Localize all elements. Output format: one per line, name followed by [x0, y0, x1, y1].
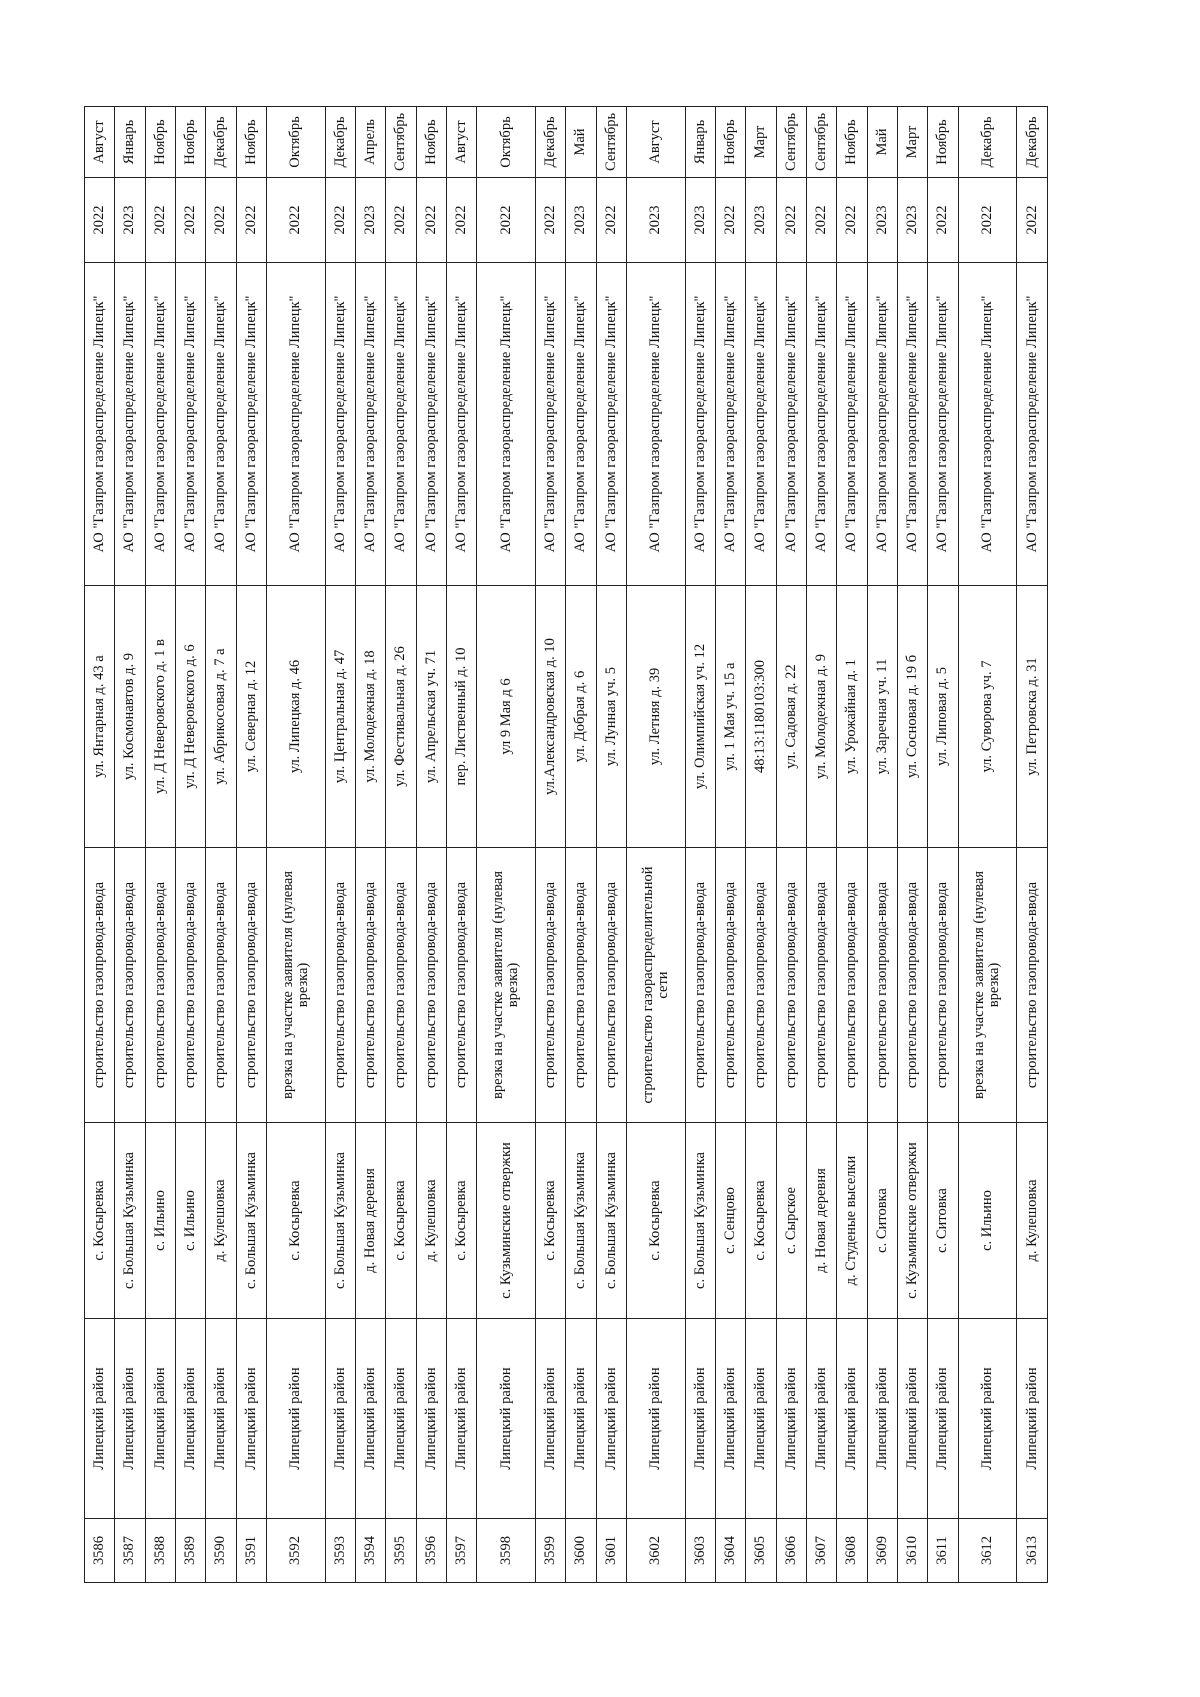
work-type-cell: строительство газопровода-ввода — [596, 848, 626, 1123]
district-cell: Липецкий район — [446, 1319, 476, 1519]
table-row — [776, 107, 806, 1583]
month-cell: Сентябрь — [776, 107, 806, 178]
month-cell: Август — [85, 107, 115, 178]
organization-cell: АО "Газпром газораспределение Липецк" — [958, 263, 1017, 586]
address-cell: ул.Александровская д. 10 — [536, 586, 566, 848]
district-cell: Липецкий район — [685, 1319, 715, 1519]
year-cell: 2022 — [85, 178, 115, 263]
work-type-cell: строительство газопровода-ввода — [837, 848, 867, 1123]
work-type-cell: строительство газопровода-ввода — [536, 848, 566, 1123]
table-row — [958, 107, 1017, 1583]
year-cell: 2023 — [566, 178, 596, 263]
month-cell: Ноябрь — [837, 107, 867, 178]
district-cell: Липецкий район — [716, 1319, 746, 1519]
row-number: 3595 — [386, 1519, 416, 1583]
address-cell: ул. Северная д. 12 — [236, 586, 266, 848]
work-type-cell: врезка на участке заявителя (нулевая врезка) — [477, 848, 536, 1123]
address-cell: ул. Петровска д. 31 — [1017, 586, 1048, 848]
address-cell: 48:13:1180103:300 — [746, 586, 776, 848]
work-type-cell: строительство газопровода-ввода — [566, 848, 596, 1123]
row-number: 3602 — [626, 1519, 685, 1583]
address-cell: пер. Лиственный д. 10 — [446, 586, 476, 848]
year-cell: 2022 — [837, 178, 867, 263]
year-cell: 2023 — [626, 178, 685, 263]
row-number: 3606 — [776, 1519, 806, 1583]
month-cell: Ноябрь — [175, 107, 205, 178]
year-cell: 2023 — [897, 178, 927, 263]
month-cell: Ноябрь — [416, 107, 446, 178]
year-cell: 2022 — [175, 178, 205, 263]
work-type-cell: строительство газопровода-ввода — [776, 848, 806, 1123]
year-cell: 2022 — [716, 178, 746, 263]
month-cell: Ноябрь — [236, 107, 266, 178]
district-cell: Липецкий район — [85, 1319, 115, 1519]
table-row — [115, 107, 145, 1583]
row-number: 3586 — [85, 1519, 115, 1583]
table-row — [867, 107, 897, 1583]
settlement-cell: с. Большая Кузьминка — [325, 1123, 355, 1319]
organization-cell: АО "Газпром газораспределение Липецк" — [386, 263, 416, 586]
table-row — [596, 107, 626, 1583]
district-cell: Липецкий район — [897, 1319, 927, 1519]
registry-table — [84, 106, 1048, 1583]
organization-cell: АО "Газпром газораспределение Липецк" — [355, 263, 385, 586]
organization-cell: АО "Газпром газораспределение Липецк" — [536, 263, 566, 586]
row-number: 3611 — [928, 1519, 958, 1583]
settlement-cell: с. Косыревка — [746, 1123, 776, 1319]
settlement-cell: с. Косыревка — [386, 1123, 416, 1319]
month-cell: Декабрь — [206, 107, 236, 178]
table-row — [716, 107, 746, 1583]
year-cell: 2022 — [145, 178, 175, 263]
district-cell: Липецкий район — [776, 1319, 806, 1519]
settlement-cell: с. Ильино — [958, 1123, 1017, 1319]
district-cell: Липецкий район — [626, 1319, 685, 1519]
table-row — [626, 107, 685, 1583]
work-type-cell: строительство газораспределительной сети — [626, 848, 685, 1123]
work-type-cell: строительство газопровода-ввода — [746, 848, 776, 1123]
table-row — [897, 107, 927, 1583]
row-number: 3591 — [236, 1519, 266, 1583]
settlement-cell: с. Большая Кузьминка — [685, 1123, 715, 1319]
month-cell: Сентябрь — [806, 107, 836, 178]
work-type-cell: строительство газопровода-ввода — [446, 848, 476, 1123]
work-type-cell: строительство газопровода-ввода — [85, 848, 115, 1123]
district-cell: Липецкий район — [596, 1319, 626, 1519]
organization-cell: АО "Газпром газораспределение Липецк" — [716, 263, 746, 586]
settlement-cell: с. Ситовка — [867, 1123, 897, 1319]
table-row — [325, 107, 355, 1583]
work-type-cell: строительство газопровода-ввода — [325, 848, 355, 1123]
scanned-page — [84, 107, 1048, 1583]
settlement-cell: с. Сырское — [776, 1123, 806, 1319]
settlement-cell: с. Ильино — [145, 1123, 175, 1319]
organization-cell: АО "Газпром газораспределение Липецк" — [266, 263, 325, 586]
month-cell: Сентябрь — [386, 107, 416, 178]
settlement-cell: с. Косыревка — [85, 1123, 115, 1319]
rotated-sheet — [84, 107, 1048, 1583]
address-cell: ул. Апрельская уч. 71 — [416, 586, 446, 848]
month-cell: Ноябрь — [145, 107, 175, 178]
organization-cell: АО "Газпром газораспределение Липецк" — [145, 263, 175, 586]
settlement-cell: с. Ситовка — [928, 1123, 958, 1319]
address-cell: ул. Олимпийская уч. 12 — [685, 586, 715, 848]
address-cell: ул. Урожайная д. 1 — [837, 586, 867, 848]
work-type-cell: строительство газопровода-ввода — [175, 848, 205, 1123]
address-cell: ул. Добрая д. 6 — [566, 586, 596, 848]
organization-cell: АО "Газпром газораспределение Липецк" — [115, 263, 145, 586]
work-type-cell: строительство газопровода-ввода — [355, 848, 385, 1123]
address-cell: ул. Сосновая д. 19 б — [897, 586, 927, 848]
district-cell: Липецкий район — [416, 1319, 446, 1519]
work-type-cell: строительство газопровода-ввода — [867, 848, 897, 1123]
month-cell: Ноябрь — [716, 107, 746, 178]
row-number: 3607 — [806, 1519, 836, 1583]
organization-cell: АО "Газпром газораспределение Липецк" — [837, 263, 867, 586]
organization-cell: АО "Газпром газораспределение Липецк" — [626, 263, 685, 586]
organization-cell: АО "Газпром газораспределение Липецк" — [1017, 263, 1048, 586]
year-cell: 2023 — [746, 178, 776, 263]
row-number: 3605 — [746, 1519, 776, 1583]
year-cell: 2023 — [355, 178, 385, 263]
address-cell: ул. 1 Мая уч. 15 а — [716, 586, 746, 848]
month-cell: Ноябрь — [928, 107, 958, 178]
settlement-cell: с. Кузьминские отвержки — [477, 1123, 536, 1319]
organization-cell: АО "Газпром газораспределение Липецк" — [477, 263, 536, 586]
table-row — [236, 107, 266, 1583]
district-cell: Липецкий район — [266, 1319, 325, 1519]
year-cell: 2022 — [928, 178, 958, 263]
table-row — [355, 107, 385, 1583]
month-cell: Декабрь — [325, 107, 355, 178]
district-cell: Липецкий район — [837, 1319, 867, 1519]
year-cell: 2022 — [1017, 178, 1048, 263]
month-cell: Апрель — [355, 107, 385, 178]
address-cell: ул. Янтарная д. 43 а — [85, 586, 115, 848]
district-cell: Липецкий район — [175, 1319, 205, 1519]
settlement-cell: с. Сенцово — [716, 1123, 746, 1319]
row-number: 3589 — [175, 1519, 205, 1583]
month-cell: Март — [897, 107, 927, 178]
organization-cell: АО "Газпром газораспределение Липецк" — [897, 263, 927, 586]
address-cell: ул 9 Мая д 6 — [477, 586, 536, 848]
month-cell: Сентябрь — [596, 107, 626, 178]
organization-cell: АО "Газпром газораспределение Липецк" — [85, 263, 115, 586]
year-cell: 2022 — [236, 178, 266, 263]
row-number: 3603 — [685, 1519, 715, 1583]
table-row — [928, 107, 958, 1583]
month-cell: Январь — [685, 107, 715, 178]
table-row — [837, 107, 867, 1583]
table-row — [446, 107, 476, 1583]
year-cell: 2022 — [206, 178, 236, 263]
month-cell: Декабрь — [958, 107, 1017, 178]
year-cell: 2022 — [776, 178, 806, 263]
month-cell: Май — [566, 107, 596, 178]
settlement-cell: д. Кулешовка — [416, 1123, 446, 1319]
organization-cell: АО "Газпром газораспределение Липецк" — [806, 263, 836, 586]
year-cell: 2022 — [266, 178, 325, 263]
address-cell: ул. Молодежная д. 9 — [806, 586, 836, 848]
table-row — [386, 107, 416, 1583]
year-cell: 2023 — [867, 178, 897, 263]
row-number: 3608 — [837, 1519, 867, 1583]
district-cell: Липецкий район — [536, 1319, 566, 1519]
month-cell: Октябрь — [266, 107, 325, 178]
organization-cell: АО "Газпром газораспределение Липецк" — [236, 263, 266, 586]
table-row — [477, 107, 536, 1583]
district-cell: Липецкий район — [115, 1319, 145, 1519]
month-cell: Декабрь — [1017, 107, 1048, 178]
row-number: 3597 — [446, 1519, 476, 1583]
settlement-cell: с. Косыревка — [446, 1123, 476, 1319]
year-cell: 2022 — [958, 178, 1017, 263]
address-cell: ул. Летняя д. 39 — [626, 586, 685, 848]
district-cell: Липецкий район — [806, 1319, 836, 1519]
district-cell: Липецкий район — [206, 1319, 236, 1519]
organization-cell: АО "Газпром газораспределение Липецк" — [325, 263, 355, 586]
address-cell: ул. Лунная уч. 5 — [596, 586, 626, 848]
month-cell: Январь — [115, 107, 145, 178]
settlement-cell: с. Кузьминские отвержки — [897, 1123, 927, 1319]
settlement-cell: с. Большая Кузьминка — [566, 1123, 596, 1319]
settlement-cell: д. Кулешовка — [1017, 1123, 1048, 1319]
table-row — [536, 107, 566, 1583]
table-row — [566, 107, 596, 1583]
work-type-cell: строительство газопровода-ввода — [236, 848, 266, 1123]
year-cell: 2022 — [596, 178, 626, 263]
address-cell: ул. Молодежная д. 18 — [355, 586, 385, 848]
row-number: 3593 — [325, 1519, 355, 1583]
address-cell: ул. Суворова уч. 7 — [958, 586, 1017, 848]
address-cell: ул. Центральная д. 47 — [325, 586, 355, 848]
year-cell: 2022 — [806, 178, 836, 263]
organization-cell: АО "Газпром газораспределение Липецк" — [416, 263, 446, 586]
year-cell: 2023 — [115, 178, 145, 263]
table-row — [416, 107, 446, 1583]
address-cell: ул. Фестивальная д. 26 — [386, 586, 416, 848]
month-cell: Декабрь — [536, 107, 566, 178]
work-type-cell: строительство газопровода-ввода — [115, 848, 145, 1123]
address-cell: ул. Д Неверовского д. 1 в — [145, 586, 175, 848]
month-cell: Май — [867, 107, 897, 178]
district-cell: Липецкий район — [1017, 1319, 1048, 1519]
address-cell: ул. Липовая д. 5 — [928, 586, 958, 848]
organization-cell: АО "Газпром газораспределение Липецк" — [746, 263, 776, 586]
work-type-cell: строительство газопровода-ввода — [386, 848, 416, 1123]
district-cell: Липецкий район — [236, 1319, 266, 1519]
month-cell: Март — [746, 107, 776, 178]
table-row — [806, 107, 836, 1583]
work-type-cell: строительство газопровода-ввода — [897, 848, 927, 1123]
work-type-cell: строительство газопровода-ввода — [206, 848, 236, 1123]
row-number: 3587 — [115, 1519, 145, 1583]
table-row — [85, 107, 115, 1583]
table-body — [85, 107, 1048, 1583]
year-cell: 2023 — [685, 178, 715, 263]
work-type-cell: строительство газопровода-ввода — [716, 848, 746, 1123]
settlement-cell: с. Большая Кузьминка — [236, 1123, 266, 1319]
settlement-cell: с. Большая Кузьминка — [596, 1123, 626, 1319]
row-number: 3588 — [145, 1519, 175, 1583]
table-row — [266, 107, 325, 1583]
row-number: 3604 — [716, 1519, 746, 1583]
address-cell: ул. Садовая д. 22 — [776, 586, 806, 848]
year-cell: 2022 — [386, 178, 416, 263]
organization-cell: АО "Газпром газораспределение Липецк" — [446, 263, 476, 586]
work-type-cell: врезка на участке заявителя (нулевая врезка) — [266, 848, 325, 1123]
organization-cell: АО "Газпром газораспределение Липецк" — [206, 263, 236, 586]
row-number: 3599 — [536, 1519, 566, 1583]
row-number: 3600 — [566, 1519, 596, 1583]
month-cell: Август — [626, 107, 685, 178]
settlement-cell: д. Новая деревня — [806, 1123, 836, 1319]
district-cell: Липецкий район — [145, 1319, 175, 1519]
month-cell: Август — [446, 107, 476, 178]
row-number: 3613 — [1017, 1519, 1048, 1583]
year-cell: 2022 — [446, 178, 476, 263]
settlement-cell: д. Новая деревня — [355, 1123, 385, 1319]
settlement-cell: с. Косыревка — [536, 1123, 566, 1319]
table-row — [1017, 107, 1048, 1583]
work-type-cell: строительство газопровода-ввода — [685, 848, 715, 1123]
year-cell: 2022 — [416, 178, 446, 263]
table-row — [685, 107, 715, 1583]
organization-cell: АО "Газпром газораспределение Липецк" — [596, 263, 626, 586]
organization-cell: АО "Газпром газораспределение Липецк" — [928, 263, 958, 586]
organization-cell: АО "Газпром газораспределение Липецк" — [685, 263, 715, 586]
row-number: 3592 — [266, 1519, 325, 1583]
district-cell: Липецкий район — [928, 1319, 958, 1519]
row-number: 3596 — [416, 1519, 446, 1583]
district-cell: Липецкий район — [566, 1319, 596, 1519]
organization-cell: АО "Газпром газораспределение Липецк" — [566, 263, 596, 586]
table-row — [206, 107, 236, 1583]
settlement-cell: с. Ильино — [175, 1123, 205, 1319]
work-type-cell: врезка на участке заявителя (нулевая врезка) — [958, 848, 1017, 1123]
address-cell: ул. Космонавтов д. 9 — [115, 586, 145, 848]
district-cell: Липецкий район — [958, 1319, 1017, 1519]
work-type-cell: строительство газопровода-ввода — [416, 848, 446, 1123]
address-cell: ул. Заречная уч. 11 — [867, 586, 897, 848]
year-cell: 2022 — [325, 178, 355, 263]
row-number: 3601 — [596, 1519, 626, 1583]
row-number: 3590 — [206, 1519, 236, 1583]
table-row — [175, 107, 205, 1583]
row-number: 3598 — [477, 1519, 536, 1583]
work-type-cell: строительство газопровода-ввода — [806, 848, 836, 1123]
table-row — [145, 107, 175, 1583]
year-cell: 2022 — [536, 178, 566, 263]
work-type-cell: строительство газопровода-ввода — [145, 848, 175, 1123]
settlement-cell: с. Большая Кузьминка — [115, 1123, 145, 1319]
month-cell: Октябрь — [477, 107, 536, 178]
row-number: 3612 — [958, 1519, 1017, 1583]
district-cell: Липецкий район — [355, 1319, 385, 1519]
settlement-cell: д. Кулешовка — [206, 1123, 236, 1319]
work-type-cell: строительство газопровода-ввода — [1017, 848, 1048, 1123]
settlement-cell: с. Косыревка — [626, 1123, 685, 1319]
district-cell: Липецкий район — [746, 1319, 776, 1519]
settlement-cell: с. Косыревка — [266, 1123, 325, 1319]
organization-cell: АО "Газпром газораспределение Липецк" — [867, 263, 897, 586]
year-cell: 2022 — [477, 178, 536, 263]
organization-cell: АО "Газпром газораспределение Липецк" — [175, 263, 205, 586]
table-row — [746, 107, 776, 1583]
address-cell: ул. Д Неверовского д. 6 — [175, 586, 205, 848]
district-cell: Липецкий район — [477, 1319, 536, 1519]
row-number: 3594 — [355, 1519, 385, 1583]
settlement-cell: д. Студеные выселки — [837, 1123, 867, 1319]
work-type-cell: строительство газопровода-ввода — [928, 848, 958, 1123]
organization-cell: АО "Газпром газораспределение Липецк" — [776, 263, 806, 586]
district-cell: Липецкий район — [386, 1319, 416, 1519]
district-cell: Липецкий район — [867, 1319, 897, 1519]
address-cell: ул. Абрикосовая д. 7 а — [206, 586, 236, 848]
district-cell: Липецкий район — [325, 1319, 355, 1519]
row-number: 3609 — [867, 1519, 897, 1583]
row-number: 3610 — [897, 1519, 927, 1583]
address-cell: ул. Липецкая д. 46 — [266, 586, 325, 848]
